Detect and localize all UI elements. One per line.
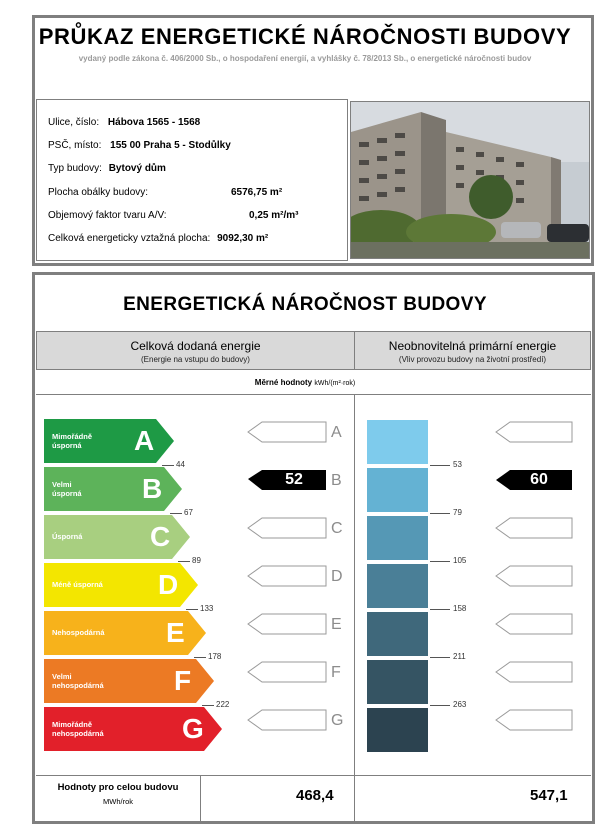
class-letter-f: F xyxy=(174,665,192,696)
floor-label: Celková energeticky vztažná plocha: xyxy=(48,233,211,244)
col1-class-letter-e: E xyxy=(331,616,342,633)
col1-empty-pointer-e xyxy=(248,614,326,634)
col2-tick-line-1 xyxy=(430,465,450,466)
col1-empty-pointer-d xyxy=(248,566,326,586)
av-value: 0,25 m²/m³ xyxy=(249,210,299,221)
col2-tick-line-3 xyxy=(430,561,450,562)
col2-pointer-value: 60 xyxy=(530,471,548,488)
col2-tick-5: 211 xyxy=(453,652,466,661)
col1-title: Celková dodaná energie xyxy=(130,339,261,353)
floor-value: 9092,30 m² xyxy=(217,233,269,244)
totals-label: Hodnoty pro celou budovu xyxy=(57,782,179,793)
class-letter-a: A xyxy=(134,425,155,456)
col1-empty-pointer-c xyxy=(248,518,326,538)
total-col1-value: 468,4 xyxy=(296,787,334,804)
col1-tick-line-2 xyxy=(170,513,182,514)
class-letter-b: B xyxy=(142,473,163,504)
col2-tick-line-4 xyxy=(430,609,450,610)
col2-tick-2: 79 xyxy=(453,508,462,517)
class-label-g: Mimořádně nehospodárná xyxy=(52,720,104,738)
page-title: PRŮKAZ ENERGETICKÉ NÁROČNOSTI BUDOVY xyxy=(38,24,572,49)
col1-tick-3: 89 xyxy=(192,556,201,565)
class-label-f: Velmi nehospodárná xyxy=(52,672,104,690)
col2-tick-line-5 xyxy=(430,657,450,658)
street-value: Hábova 1565 - 1568 xyxy=(107,117,201,128)
col2-tick-1: 53 xyxy=(453,460,462,469)
type-label: Typ budovy: xyxy=(48,163,102,174)
primary-bar-seg-1 xyxy=(367,420,428,464)
class-label-d: Méně úsporná xyxy=(52,580,103,589)
col1-class-letter-g: G xyxy=(331,712,344,729)
col1-tick-line-4 xyxy=(186,609,198,610)
totals-label-box xyxy=(36,782,200,806)
psc-value: 155 00 Praha 5 - Stodůlky xyxy=(110,140,231,151)
col1-subtitle: (Energie na vstupu do budovy) xyxy=(141,355,250,364)
col2-tick-4: 158 xyxy=(453,604,467,613)
class-label-e: Nehospodárná xyxy=(52,628,105,637)
col2-empty-pointer-1 xyxy=(496,422,572,442)
col1-class-letter-f: F xyxy=(331,664,341,681)
col1-tick-2: 67 xyxy=(184,508,193,517)
col2-tick-line-6 xyxy=(430,705,450,706)
class-label-c: Úsporná xyxy=(52,532,83,541)
col2-empty-pointer-3 xyxy=(496,518,572,538)
col1-tick-line-3 xyxy=(178,561,190,562)
column-divider xyxy=(354,395,355,822)
class-letter-c: C xyxy=(150,521,171,552)
col1-class-letter-c: C xyxy=(331,520,343,537)
primary-bar-seg-4 xyxy=(367,564,428,608)
area-label: Plocha obálky budovy: xyxy=(48,187,149,198)
primary-bar-seg-3 xyxy=(367,516,428,560)
col2-tick-6: 263 xyxy=(453,700,467,709)
col1-class-letter-d: D xyxy=(331,568,343,585)
class-label-a: Mimořádně úsporná xyxy=(52,432,93,450)
totals-unit: MWh/rok xyxy=(103,797,133,806)
unit-label-text: Měrné hodnoty xyxy=(254,378,313,387)
rating-title: ENERGETICKÁ NÁROČNOST BUDOVY xyxy=(123,294,487,315)
col1-tick-line-1 xyxy=(162,465,174,466)
col1-tick-6: 222 xyxy=(216,700,230,709)
street-label: Ulice, číslo: xyxy=(48,117,100,128)
area-value: 6576,75 m² xyxy=(231,187,283,198)
col1-tick-1: 44 xyxy=(176,460,185,469)
col1-tick-line-6 xyxy=(202,705,214,706)
class-letter-d: D xyxy=(158,569,179,600)
primary-bar-seg-7 xyxy=(367,708,428,752)
col1-empty-pointer-g xyxy=(248,710,326,730)
col2-subtitle: (Vliv provozu budovy na životní prostředí) xyxy=(398,355,547,364)
col1-class-letter-b: B xyxy=(331,472,342,489)
col2-title: Neobnovitelná primární energie xyxy=(388,339,557,353)
class-letter-g: G xyxy=(182,713,204,744)
total-col2-value: 547,1 xyxy=(530,787,568,804)
col1-tick-line-5 xyxy=(194,657,206,658)
psc-label: PSČ, místo: xyxy=(48,140,102,151)
class-letter-e: E xyxy=(166,617,185,648)
col2-empty-pointer-7 xyxy=(496,710,572,730)
primary-bar-seg-5 xyxy=(367,612,428,656)
col2-empty-pointer-5 xyxy=(496,614,572,634)
primary-bar-seg-2 xyxy=(367,468,428,512)
col1-class-letter-a: A xyxy=(331,424,342,441)
col1-empty-pointer-f xyxy=(248,662,326,682)
col1-empty-pointer-a xyxy=(248,422,326,442)
col2-tick-3: 105 xyxy=(453,556,467,565)
av-label: Objemový faktor tvaru A/V: xyxy=(48,210,167,221)
page-subtitle: vydaný podle zákona č. 406/2000 Sb., o hospodaření energií, a vyhlášky č. 78/2013 Sb., o energetické náročnosti budov xyxy=(78,54,532,63)
col1-tick-4: 133 xyxy=(200,604,214,613)
col2-empty-pointer-6 xyxy=(496,662,572,682)
unit-text: kWh/(m²·rok) xyxy=(314,380,356,387)
totals-divider xyxy=(200,775,201,822)
type-value: Bytový dům xyxy=(108,163,166,174)
col2-empty-pointer-4 xyxy=(496,566,572,586)
class-label-b: Velmi úsporná xyxy=(52,480,82,498)
col1-tick-5: 178 xyxy=(208,652,222,661)
primary-bar-seg-6 xyxy=(367,660,428,704)
col2-tick-line-2 xyxy=(430,513,450,514)
col1-pointer-value: 52 xyxy=(285,471,303,488)
